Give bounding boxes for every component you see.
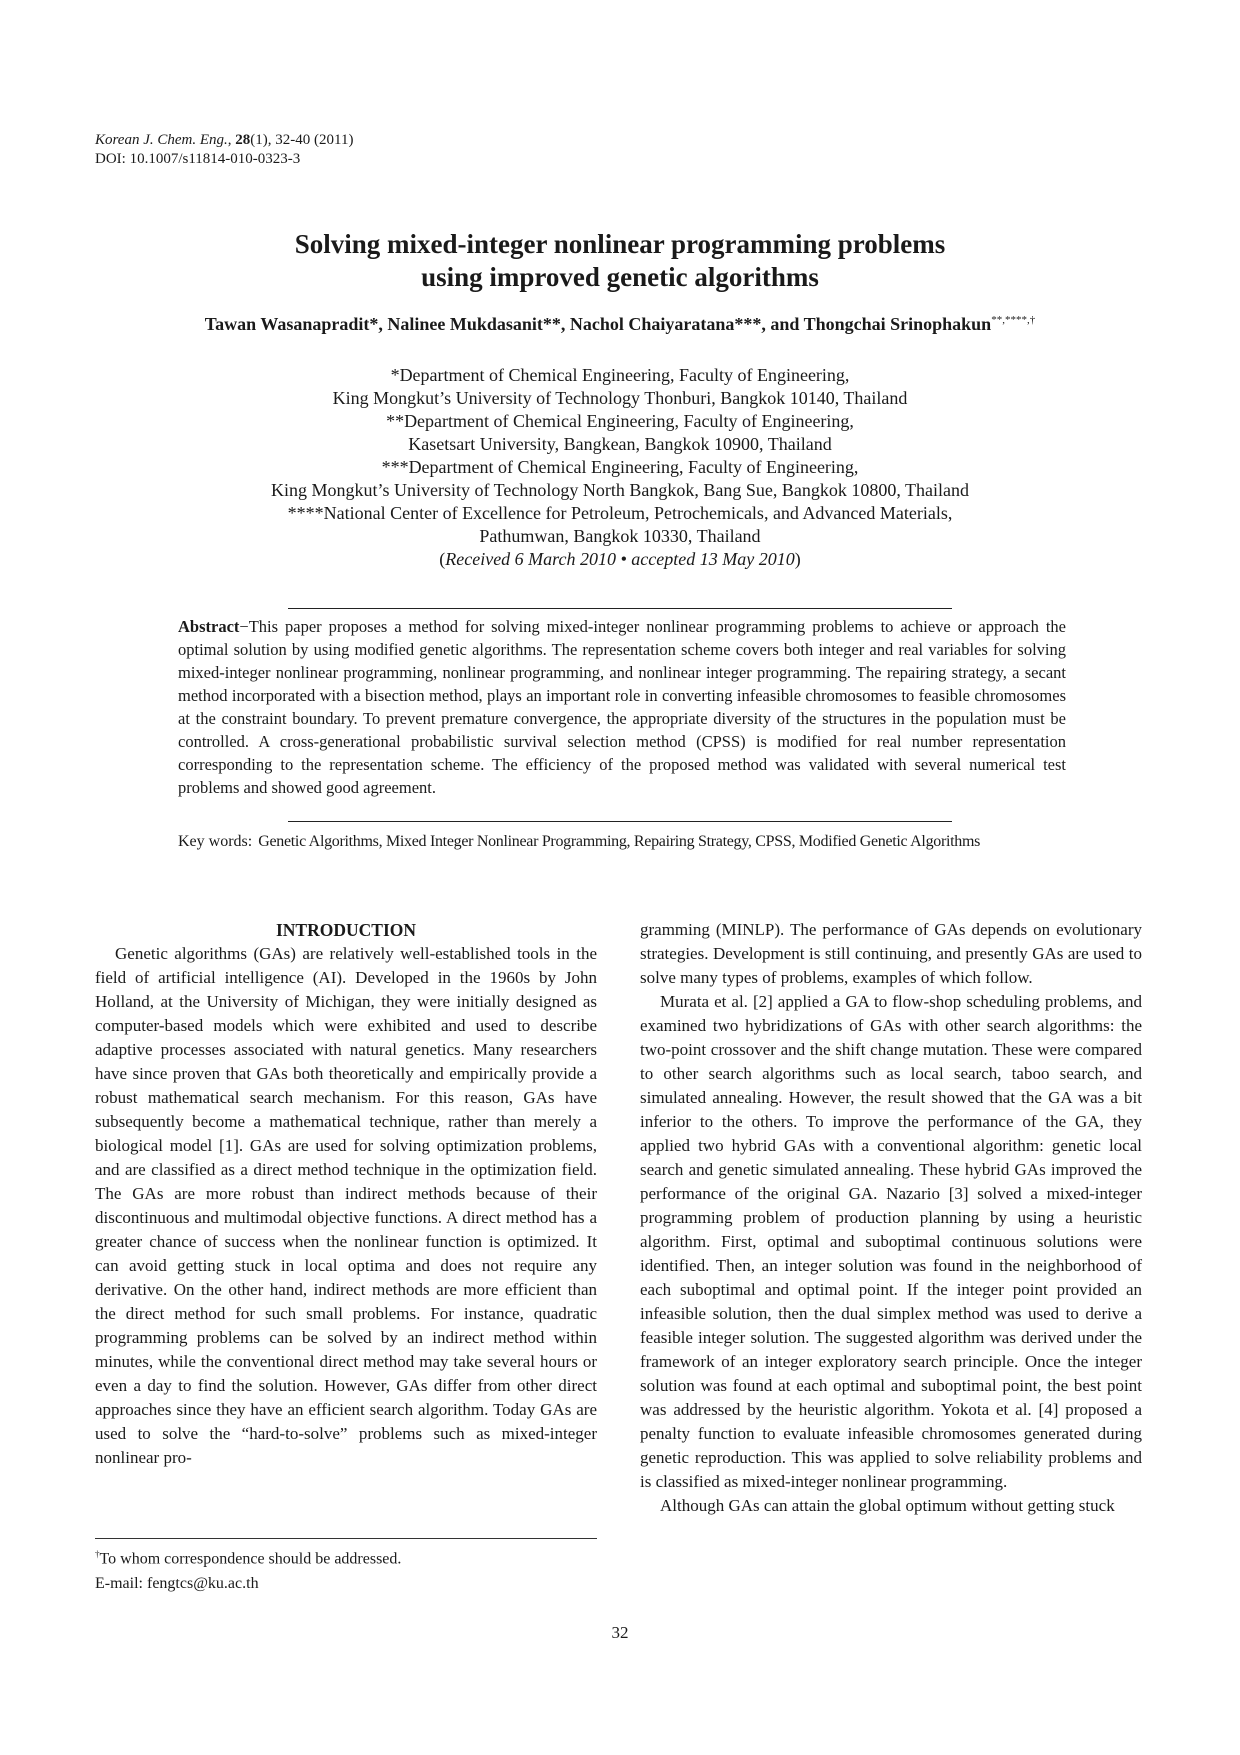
paragraph: gramming (MINLP). The performance of GAs depends on evolutionary strategies. Development is still continuing, and presently GAs are used to solve many types of problems, examples of which follow. bbox=[640, 920, 1142, 987]
dagger-mark: † bbox=[95, 1549, 100, 1559]
abstract-text: This paper proposes a method for solving mixed-integer nonlinear programming problems to achieve or approach the optimal solution by using modified genetic algorithms. The representation scheme covers both integer and real variables for solving mixed-integer nonlinear programming, nonlinear programming, and nonlinear integer programming. The repairing strategy, a secant method incorporated with a bisection method, plays an important role in converting infeasible chromosomes to feasible chromosomes at the constraint boundary. To prevent premature convergence, the appropriate diversity of the structures in the population must be controlled. A cross-generational probabilistic survival selection method (CPSS) is modified for real number representation corresponding to the representation scheme. The efficiency of the proposed method was validated with several numerical test problems and showed good agreement. bbox=[178, 617, 1066, 797]
left-column bbox=[95, 918, 597, 1470]
keywords bbox=[178, 830, 1066, 853]
keywords-label: Key words: bbox=[178, 833, 253, 850]
affiliation-line: King Mongkut’s University of Technology Thonburi, Bangkok 10140, Thailand bbox=[332, 388, 908, 408]
journal-volume: 28 bbox=[235, 132, 251, 148]
journal-name: Korean J. Chem. Eng. bbox=[95, 132, 228, 148]
affiliation-line: *Department of Chemical Engineering, Faculty of Engineering, bbox=[390, 365, 850, 385]
affiliation-line: Kasetsart University, Bangkean, Bangkok 10900, Thailand bbox=[408, 434, 832, 454]
paragraph: Although GAs can attain the global optimum without getting stuck bbox=[660, 1496, 1115, 1515]
received-dates bbox=[0, 548, 1240, 571]
title-line-2: using improved genetic algorithms bbox=[421, 262, 819, 292]
paragraph: Genetic algorithms (GAs) are relatively well-established tools in the field of artificial intelligence (AI). Developed in the 1960s by John Holland, at the University of Michigan, they were initially designed as computer-based models which were exhibited and used to describe adaptive processes associated with natural genetics. Many researchers have since proven that GAs both theoretically and empirically provide a robust mathematical search mechanism. For this reason, GAs have subsequently become a mathematical technique, rather than merely a biological model [1]. GAs are used for solving optimization problems, and are classified as a direct method technique in the optimization field. The GAs are more robust than indirect methods because of their discontinuous and multimodal objective functions. A direct method has a greater chance of success when the nonlinear function is optimized. It can avoid getting stuck in local optima and does not require any derivative. On the other hand, indirect methods are more efficient than the direct method for such small problems. For instance, quadratic programming problems can be solved by an indirect method within minutes, while the conventional direct method may take several hours or even a day to find the solution. However, GAs differ from other direct approaches since they have an efficient search algorithm. Today GAs are used to solve the “hard-to-solve” problems such as mixed-integer nonlinear pro- bbox=[95, 944, 597, 1467]
citation-line: Korean J. Chem. Eng., 28(1), 32-40 (2011) bbox=[95, 132, 354, 148]
abstract-dash: − bbox=[239, 617, 249, 636]
title-line-1: Solving mixed-integer nonlinear programming problems bbox=[294, 229, 946, 259]
received-close-paren: ) bbox=[794, 549, 801, 569]
abstract bbox=[178, 615, 1066, 799]
paragraph: Murata et al. [2] applied a GA to flow-shop scheduling problems, and examined two hybridizations of GAs with other search algorithms: the two-point crossover and the shift change mutation. These were compared to other search algorithms such as local search, taboo search, and simulated annealing. However, the result showed that the GA was a bit inferior to the others. To improve the performance of the GA, they applied two hybrid GAs with a conventional algorithm: genetic local search and genetic simulated annealing. These hybrid GAs improved the performance of the original GA. Nazario [3] solved a mixed-integer programming problem of production planning by using a heuristic algorithm. First, optimal and suboptimal continuous solutions were identified. Then, an integer solution was found in the neighborhood of each suboptimal and optimal point. If the integer point provided an infeasible solution, then the dual simplex method was used to derive a feasible integer solution. The suggested algorithm was derived under the framework of an integer exploratory search principle. Once the integer solution was found at each optimal and suboptimal point, the best point was addressed by the heuristic algorithm. Yokota et al. [4] proposed a penalty function to evaluate infeasible chromosomes generated during genetic reproduction. This was applied to solve reliability problems and is classified as mixed-integer nonlinear programming. bbox=[640, 992, 1142, 1491]
doi: DOI: 10.1007/s11814-010-0323-3 bbox=[95, 151, 301, 167]
affiliation-line: King Mongkut’s University of Technology North Bangkok, Bang Sue, Bangkok 10800, Thailand bbox=[270, 480, 970, 500]
affiliations bbox=[0, 364, 1240, 571]
right-column bbox=[640, 918, 1142, 1518]
abstract-label: Abstract bbox=[178, 617, 240, 636]
affiliation-line: ***Department of Chemical Engineering, Faculty of Engineering, bbox=[381, 457, 859, 477]
abstract-top-rule bbox=[288, 608, 952, 609]
received-text: Received 6 March 2010 • accepted 13 May 2010 bbox=[445, 549, 795, 569]
footnote-correspondence bbox=[95, 1542, 401, 1571]
running-header bbox=[95, 131, 353, 169]
footnote-rule bbox=[95, 1538, 597, 1539]
affiliation-line: **Department of Chemical Engineering, Faculty of Engineering, bbox=[386, 411, 854, 431]
author-names: Tawan Wasanapradit*, Nalinee Mukdasanit**, Nachol Chaiyaratana***, and Thongchai Srinophakun bbox=[204, 314, 992, 334]
abstract-bottom-rule bbox=[288, 821, 952, 822]
footnote-email[interactable]: E-mail: fengtcs@ku.ac.th bbox=[95, 1575, 259, 1593]
section-heading: INTRODUCTION bbox=[275, 920, 417, 940]
paper-title bbox=[0, 228, 1240, 294]
received-open-paren: ( bbox=[439, 549, 446, 569]
affiliation-line: Pathumwan, Bangkok 10330, Thailand bbox=[479, 526, 761, 546]
keywords-text: Genetic Algorithms, Mixed Integer Nonlinear Programming, Repairing Strategy, CPSS, Modified Genetic Algorithms bbox=[258, 833, 981, 850]
affiliation-line: ****National Center of Excellence for Petroleum, Petrochemicals, and Advanced Materials, bbox=[287, 503, 953, 523]
footnote-line-1: To whom correspondence should be addressed. bbox=[99, 1550, 402, 1568]
author-list bbox=[0, 314, 1240, 335]
footnote bbox=[95, 1542, 401, 1596]
journal-issue-pages: (1), 32-40 (2011) bbox=[250, 132, 354, 148]
page-number: 32 bbox=[611, 1623, 629, 1642]
author-marks: **,****,† bbox=[991, 314, 1036, 326]
